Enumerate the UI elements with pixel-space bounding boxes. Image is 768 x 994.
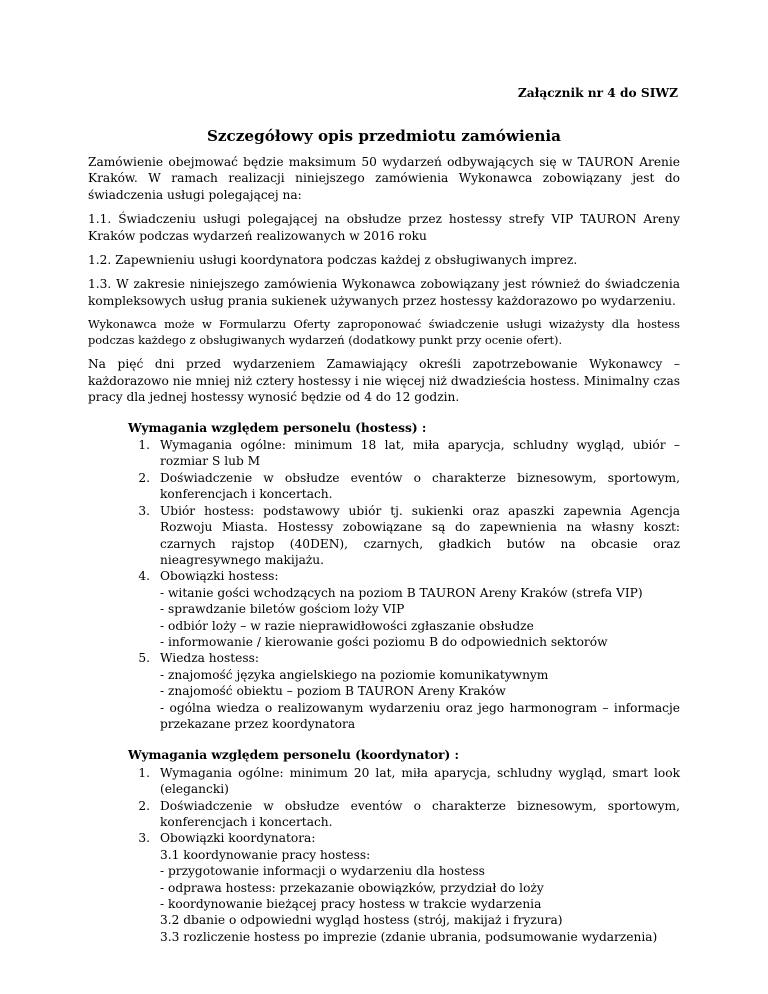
requirement-subitem: - sprawdzanie biletów gościom loży VIP bbox=[160, 602, 405, 617]
coordinator-requirements bbox=[128, 747, 680, 945]
coordinator-requirements-heading: Wymagania względem personelu (koordynator) : bbox=[128, 748, 460, 763]
requirement-subitem: - przygotowanie informacji o wydarzeniu dla hostess bbox=[160, 864, 485, 879]
requirement-item bbox=[128, 568, 680, 650]
requirement-item bbox=[128, 650, 680, 732]
requirement-subitem: 3.1 koordynowanie pracy hostess: bbox=[160, 847, 371, 862]
requirement-number: 5. bbox=[138, 651, 150, 666]
requirement-item bbox=[128, 470, 680, 503]
requirement-subitem: - witanie gości wchodzących na poziom B TAURON Areny Kraków (strefa VIP) bbox=[160, 585, 643, 600]
annex-label: Załącznik nr 4 do SIWZ bbox=[517, 86, 678, 100]
requirement-subitem: - informowanie / kierowanie gości poziomu B do odpowiednich sektorów bbox=[160, 634, 608, 649]
requirement-text: Wiedza hostess: bbox=[160, 651, 259, 666]
requirement-text: Ubiór hostess: podstawowy ubiór tj. sukienki oraz apaszki zapewnia Agencja Rozwoju Miasta. Hostessy zobowiązane są do zapewnienia na własny koszt: czarnych rajstop (40DEN), czarnych, gładkich butów na obcasie oraz nieagresywnego makijażu. bbox=[160, 503, 680, 567]
point-1-1: 1.1. Świadczeniu usługi polegającej na obsłudze przez hostessy strefy VIP TAURON Areny Kraków podczas wydarzeń realizowanych w 2016 roku bbox=[88, 212, 680, 243]
requirement-number: 3. bbox=[138, 831, 150, 846]
requirement-text: Doświadczenie w obsłudze eventów o charakterze biznesowym, sportowym, konferencjach i koncertach. bbox=[160, 798, 680, 829]
requirement-number: 1. bbox=[138, 765, 150, 780]
requirement-subitem: - znajomość języka angielskiego na poziomie komunikatywnym bbox=[160, 667, 549, 682]
requirement-number: 2. bbox=[138, 470, 150, 485]
requirement-number: 2. bbox=[138, 798, 150, 813]
demand-paragraph: Na pięć dni przed wydarzeniem Zamawiający określi zapotrzebowanie Wykonawcy – każdorazowo nie mniej niż cztery hostessy i nie więcej niż dwadzieścia hostess. Minimalny czas pracy dla jednej hostessy wynosić będzie od 4 do 12 godzin. bbox=[88, 357, 680, 405]
hostess-requirements bbox=[128, 420, 680, 733]
requirement-text: Doświadczenie w obsłudze eventów o charakterze biznesowym, sportowym, konferencjach i koncertach. bbox=[160, 470, 680, 502]
requirement-subitem: - znajomość obiektu – poziom B TAURON Areny Kraków bbox=[160, 684, 506, 699]
requirement-number: 1. bbox=[138, 438, 150, 453]
requirement-item bbox=[128, 765, 680, 798]
requirement-subitem: - koordynowanie bieżącej pracy hostess w trakcie wydarzenia bbox=[160, 897, 542, 912]
point-1-3: 1.3. W zakresie niniejszego zamówienia Wykonawca zobowiązany jest również do świadczenia kompleksowych usług prania sukienek używanych przez hostessy każdorazowo po wydarzeniu. bbox=[88, 277, 680, 308]
document-body bbox=[88, 154, 680, 945]
requirement-text: Wymagania ogólne: minimum 20 lat, miła aparycja, schludny wygląd, smart look (elegancki) bbox=[160, 765, 680, 797]
makeup-artist-paragraph: Wykonawca może w Formularzu Oferty zaproponować świadczenie usługi wizażysty dla hostess podczas każdego z obsługiwanych wydarzeń (dodatkowy punkt przy ocenie ofert). bbox=[88, 317, 680, 347]
hostess-requirements-list bbox=[128, 437, 680, 732]
document-title: Szczegółowy opis przedmiotu zamówienia bbox=[206, 127, 562, 145]
requirement-subitem: 3.2 dbanie o odpowiedni wygląd hostess (strój, makijaż i fryzura) bbox=[160, 913, 563, 928]
requirement-number: 3. bbox=[138, 503, 150, 518]
requirement-item bbox=[128, 503, 680, 569]
requirement-text: Obowiązki hostess: bbox=[160, 569, 279, 584]
requirement-item bbox=[128, 830, 680, 945]
requirement-subitem: - ogólna wiedza o realizowanym wydarzeniu oraz jego harmonogram – informacje przekazane przez koordynatora bbox=[160, 700, 680, 731]
requirement-text: Obowiązki koordynatora: bbox=[160, 831, 316, 846]
requirement-number: 4. bbox=[138, 569, 150, 584]
requirement-subitem: 3.3 rozliczenie hostess po imprezie (zdanie ubrania, podsumowanie wydarzenia) bbox=[160, 929, 658, 944]
requirement-subitem: - odbiór loży – w razie nieprawidłowości zgłaszanie obsłudze bbox=[160, 618, 534, 633]
requirement-subitem: - odprawa hostess: przekazanie obowiązków, przydział do loży bbox=[160, 880, 544, 895]
coordinator-requirements-list bbox=[128, 765, 680, 945]
requirement-item bbox=[128, 798, 680, 831]
requirement-item bbox=[128, 437, 680, 470]
intro-paragraph: Zamówienie obejmować będzie maksimum 50 wydarzeń odbywających się w TAURON Arenie Kraków. W ramach realizacji niniejszego zamówienia Wykonawca zobowiązany jest do świadczenia usługi polegającej na: bbox=[88, 155, 680, 202]
hostess-requirements-heading: Wymagania względem personelu (hostess) : bbox=[128, 420, 427, 435]
requirement-text: Wymagania ogólne: minimum 18 lat, miła aparycja, schludny wygląd, ubiór – rozmiar S lub M bbox=[160, 438, 680, 469]
point-1-2: 1.2. Zapewnieniu usługi koordynatora podczas każdej z obsługiwanych imprez. bbox=[88, 253, 578, 268]
